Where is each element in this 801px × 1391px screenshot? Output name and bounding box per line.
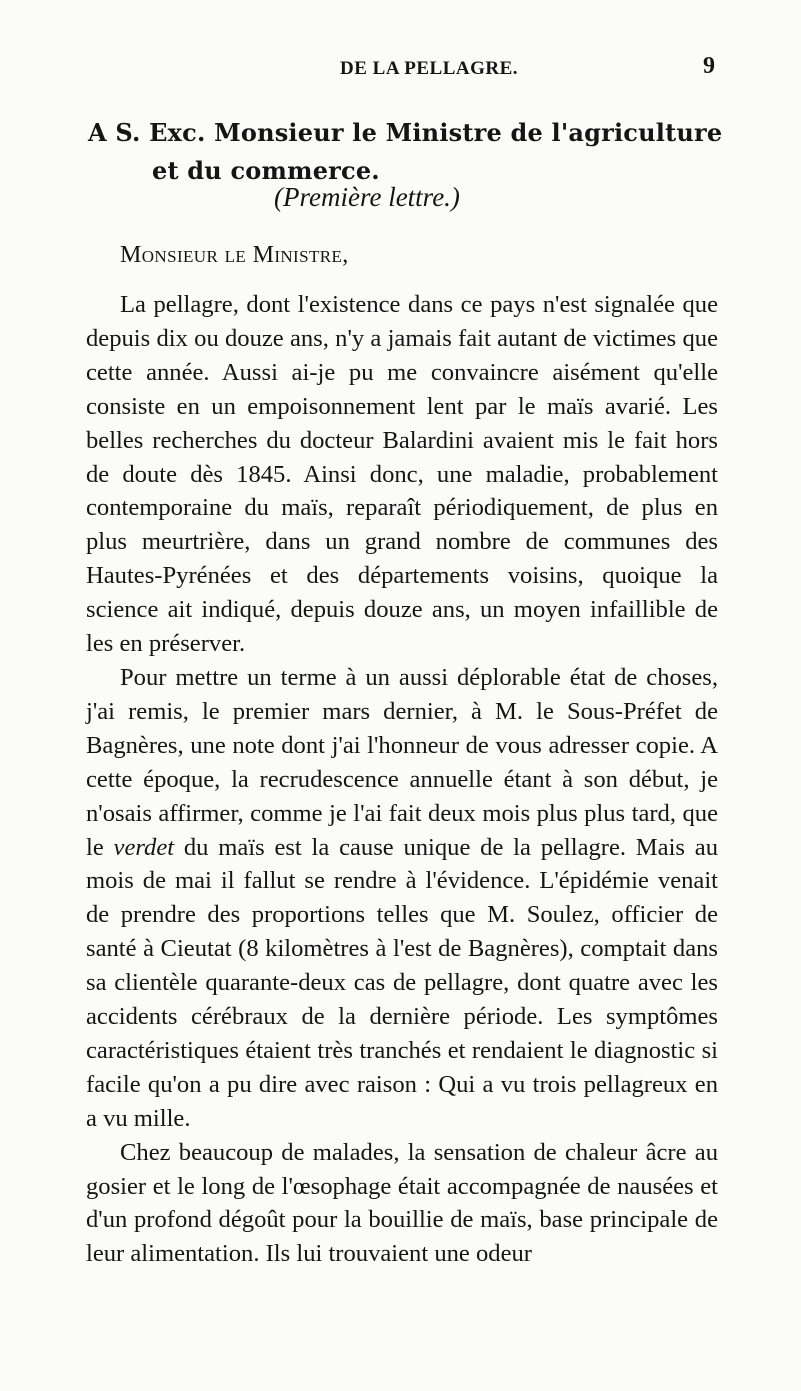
letter-heading — [88, 114, 728, 190]
letter-subtitle: (Première lettre.) — [274, 182, 460, 212]
paragraph-2-part-1: Pour mettre un terme à un aussi déplorable état de choses, j'ai remis, le premier mars dernier, à M. le Sous-Préfet de Bagnères, une note dont j'ai l'honneur de vous adresser copie. A cette époque, la recrudescence annuelle étant à son début, je n'osais affirmer, comme je l'ai fait deux mois plus plus tard, que le — [86, 663, 718, 861]
salutation: Monsieur le Ministre, — [120, 242, 349, 268]
page-number: 9 — [703, 53, 715, 79]
heading-line-2: et du commerce. — [152, 156, 380, 185]
paragraph-2-italic-term: verdet — [113, 833, 175, 861]
paragraph-2 — [86, 661, 718, 1136]
paragraph-3: Chez beaucoup de malades, la sensation de chaleur âcre au gosier et le long de l'œsophage était accompagnée de nausées et d'un profond dégoût pour la bouillie de maïs, base principale de leur alimentation. Ils lui trouvaient une odeur — [86, 1138, 718, 1268]
running-title: DE LA PELLAGRE. — [340, 58, 519, 79]
paragraph-1: La pellagre, dont l'existence dans ce pays n'est signalée que depuis dix ou douze ans, n'y a jamais fait autant de victimes que cette année. Aussi ai-je pu me convaincre aisément qu'elle consiste en un empoisonnement lent par le maïs avarié. Les belles recherches du docteur Balardini avaient mis le fait hors de doute dès 1845. Ainsi donc, une maladie, probablement contemporaine du maïs, reparaît périodiquement, de plus en plus meurtrière, dans un grand nombre de communes des Hautes-Pyrénées et des départements voisins, quoique la science ait indiqué, depuis douze ans, un moyen infaillible de les en préserver. — [86, 291, 718, 658]
running-head — [0, 53, 801, 90]
letter-body — [86, 288, 718, 1271]
paragraph-2-part-2: du maïs est la cause unique de la pellagre. Mais au mois de mai il fallut se rendre à l'évidence. L'épidémie venait de prendre des proportions telles que M. Soulez, officier de santé à Cieutat (8 kilomètres à l'est de Bagnères), comptait dans sa clientèle quarante-deux cas de pellagre, dont quatre avec les accidents cérébraux de la dernière période. Les symptômes caractéristiques étaient très tranchés et rendaient le diagnostic si facile qu'on a pu dire avec raison : Qui a vu trois pellagreux en a vu mille. — [86, 833, 718, 1132]
heading-line-1: A S. Exc. Monsieur le Ministre de l'agriculture — [88, 118, 723, 147]
